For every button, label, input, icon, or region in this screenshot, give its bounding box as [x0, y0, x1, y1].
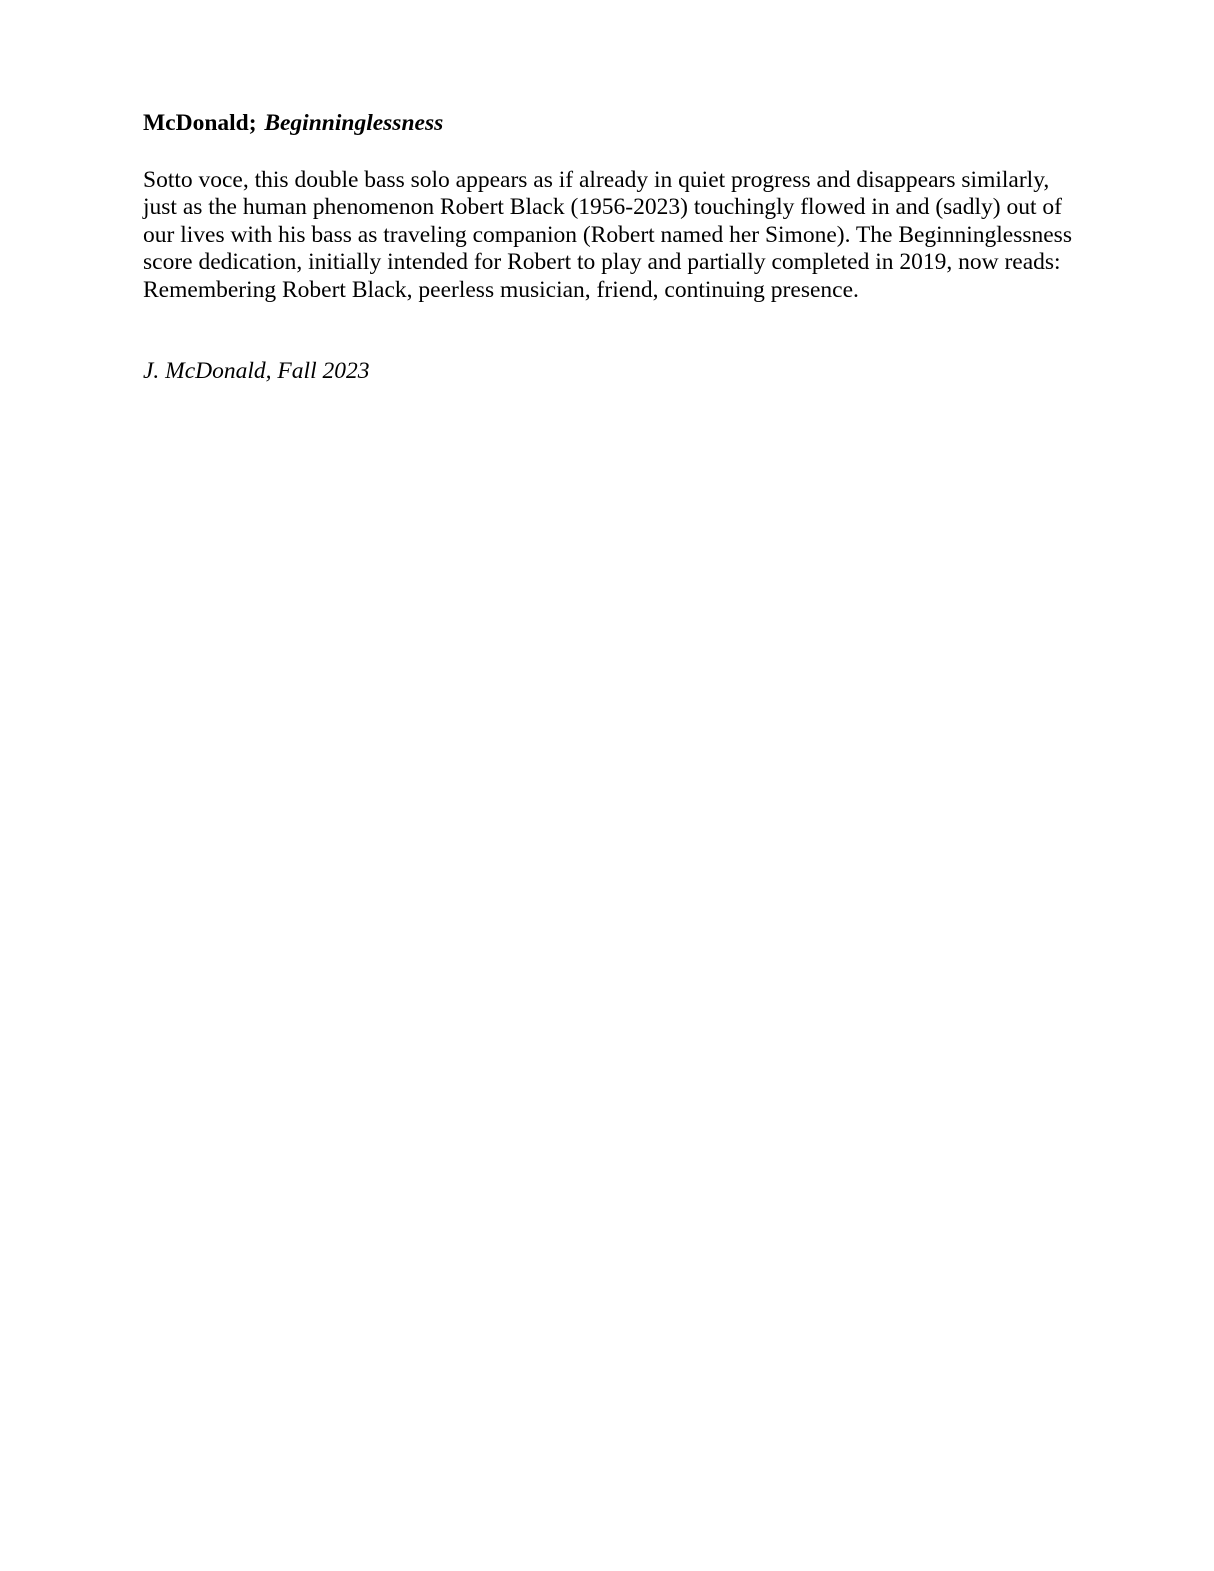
program-note-paragraph: [143, 167, 1094, 305]
paragraph-line-2: just as the human phenomenon Robert Black (1956-2023) touchingly flowed in and (sadly) out of: [143, 194, 1062, 220]
signature-line: J. McDonald, Fall 2023: [143, 358, 370, 384]
paragraph-line-3: our lives with his bass as traveling companion (Robert named her Simone). The Beginninglessness: [143, 221, 1072, 248]
paragraph-line-4: score dedication, initially intended for Robert to play and partially completed in 2019, now reads:: [143, 249, 1061, 275]
document-title: [143, 110, 1094, 138]
composer-name: McDonald;: [143, 110, 257, 136]
work-title: Beginninglessness: [264, 110, 444, 136]
paragraph-line-1: Sotto voce, this double bass solo appears as if already in quiet progress and disappears similarly,: [143, 166, 1050, 193]
paragraph-line-5: Remembering Robert Black, peerless musician, friend, continuing presence.: [143, 276, 859, 303]
